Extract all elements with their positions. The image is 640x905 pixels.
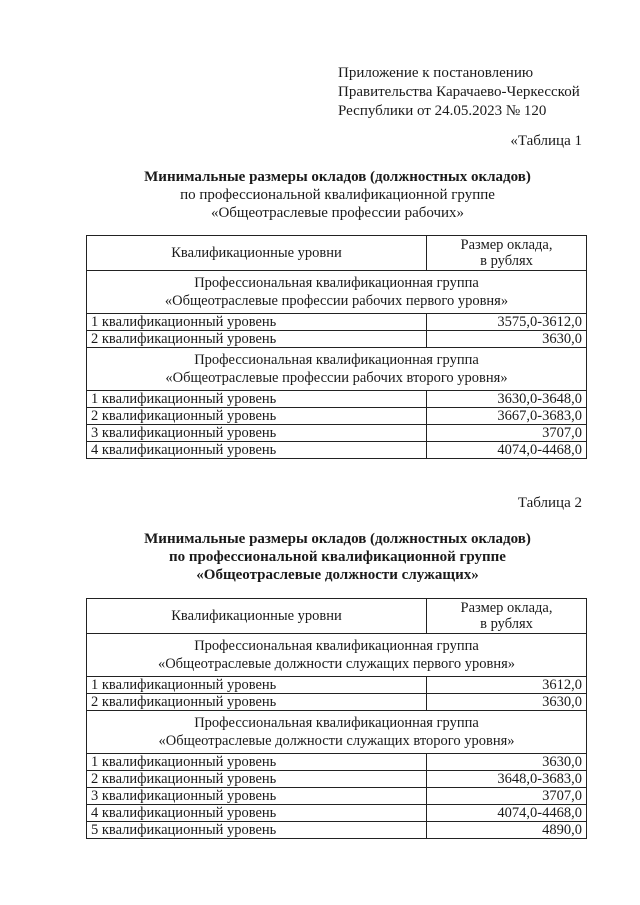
group-line: Профессиональная квалификационная группа bbox=[194, 352, 479, 368]
salary-cell: 4890,0 bbox=[427, 822, 587, 839]
table1-title-line: по профессиональной квалификационной группе bbox=[180, 187, 495, 203]
group-line: Профессиональная квалификационная группа bbox=[194, 638, 479, 654]
group-row bbox=[87, 348, 587, 391]
table-row bbox=[87, 805, 587, 822]
header-salary bbox=[427, 236, 587, 271]
level-cell: 3 квалификационный уровень bbox=[87, 788, 427, 805]
table2-title bbox=[60, 530, 615, 584]
group-row bbox=[87, 711, 587, 754]
group-line: «Общеотраслевые профессии рабочих первого уровня» bbox=[164, 293, 509, 309]
table-row bbox=[87, 771, 587, 788]
table1-label: «Таблица 1 bbox=[510, 133, 582, 149]
salary-cell: 3630,0 bbox=[427, 754, 587, 771]
group-line: Профессиональная квалификационная группа bbox=[194, 275, 479, 291]
header-salary-line: Размер оклада, bbox=[460, 237, 553, 253]
table-row bbox=[87, 314, 587, 331]
table-row bbox=[87, 425, 587, 442]
table1-title bbox=[60, 168, 615, 222]
table2-title-line: по профессиональной квалификационной группе bbox=[169, 549, 506, 565]
header-salary-line: в рублях bbox=[480, 253, 533, 269]
level-cell: 1 квалификационный уровень bbox=[87, 677, 427, 694]
salary-cell: 3630,0 bbox=[427, 331, 587, 348]
table2-title-line: Минимальные размеры окладов (должностных окладов) bbox=[144, 531, 531, 547]
level-cell: 1 квалификационный уровень bbox=[87, 314, 427, 331]
group-line: Профессиональная квалификационная группа bbox=[194, 715, 479, 731]
appendix-line: Правительства Карачаево-Черкесской bbox=[338, 84, 580, 100]
group-line: «Общеотраслевые профессии рабочих второго уровня» bbox=[165, 370, 508, 386]
level-cell: 3 квалификационный уровень bbox=[87, 425, 427, 442]
table2-label: Таблица 2 bbox=[517, 495, 582, 511]
header-salary bbox=[427, 599, 587, 634]
table1-title-line: Минимальные размеры окладов (должностных окладов) bbox=[144, 169, 531, 185]
table-row bbox=[87, 677, 587, 694]
level-cell: 4 квалификационный уровень bbox=[87, 442, 427, 459]
group-line: «Общеотраслевые должности служащих второго уровня» bbox=[158, 733, 515, 749]
level-cell: 2 квалификационный уровень bbox=[87, 771, 427, 788]
level-cell: 4 квалификационный уровень bbox=[87, 805, 427, 822]
table-header-row bbox=[87, 599, 587, 634]
group-row bbox=[87, 271, 587, 314]
table-row bbox=[87, 408, 587, 425]
header-salary-line: в рублях bbox=[480, 616, 533, 632]
table-header-row bbox=[87, 236, 587, 271]
group-header bbox=[87, 271, 587, 314]
group-header bbox=[87, 711, 587, 754]
appendix-note bbox=[338, 64, 580, 121]
salary-cell: 3707,0 bbox=[427, 425, 587, 442]
salary-cell: 3612,0 bbox=[427, 677, 587, 694]
group-line: «Общеотраслевые должности служащих первого уровня» bbox=[157, 656, 516, 672]
salary-cell: 4074,0-4468,0 bbox=[427, 442, 587, 459]
salary-cell: 4074,0-4468,0 bbox=[427, 805, 587, 822]
level-cell: 5 квалификационный уровень bbox=[87, 822, 427, 839]
salary-cell: 3630,0-3648,0 bbox=[427, 391, 587, 408]
table-row bbox=[87, 788, 587, 805]
level-cell: 2 квалификационный уровень bbox=[87, 694, 427, 711]
appendix-line: Республики от 24.05.2023 № 120 bbox=[338, 103, 547, 119]
header-levels: Квалификационные уровни bbox=[87, 236, 427, 271]
table-row bbox=[87, 442, 587, 459]
level-cell: 1 квалификационный уровень bbox=[87, 391, 427, 408]
level-cell: 1 квалификационный уровень bbox=[87, 754, 427, 771]
header-salary-line: Размер оклада, bbox=[460, 600, 553, 616]
salary-cell: 3630,0 bbox=[427, 694, 587, 711]
appendix-line: Приложение к постановлению bbox=[338, 65, 534, 81]
salary-cell: 3648,0-3683,0 bbox=[427, 771, 587, 788]
table2 bbox=[86, 598, 587, 839]
table-row bbox=[87, 331, 587, 348]
table-row bbox=[87, 822, 587, 839]
table-row bbox=[87, 754, 587, 771]
group-header bbox=[87, 634, 587, 677]
salary-cell: 3707,0 bbox=[427, 788, 587, 805]
table1 bbox=[86, 235, 587, 459]
salary-cell: 3667,0-3683,0 bbox=[427, 408, 587, 425]
table2-title-line: «Общеотраслевые должности служащих» bbox=[196, 567, 479, 583]
level-cell: 2 квалификационный уровень bbox=[87, 408, 427, 425]
level-cell: 2 квалификационный уровень bbox=[87, 331, 427, 348]
table1-title-line: «Общеотраслевые профессии рабочих» bbox=[210, 205, 465, 221]
group-header bbox=[87, 348, 587, 391]
group-row bbox=[87, 634, 587, 677]
table-row bbox=[87, 391, 587, 408]
header-levels: Квалификационные уровни bbox=[87, 599, 427, 634]
table-row bbox=[87, 694, 587, 711]
salary-cell: 3575,0-3612,0 bbox=[427, 314, 587, 331]
